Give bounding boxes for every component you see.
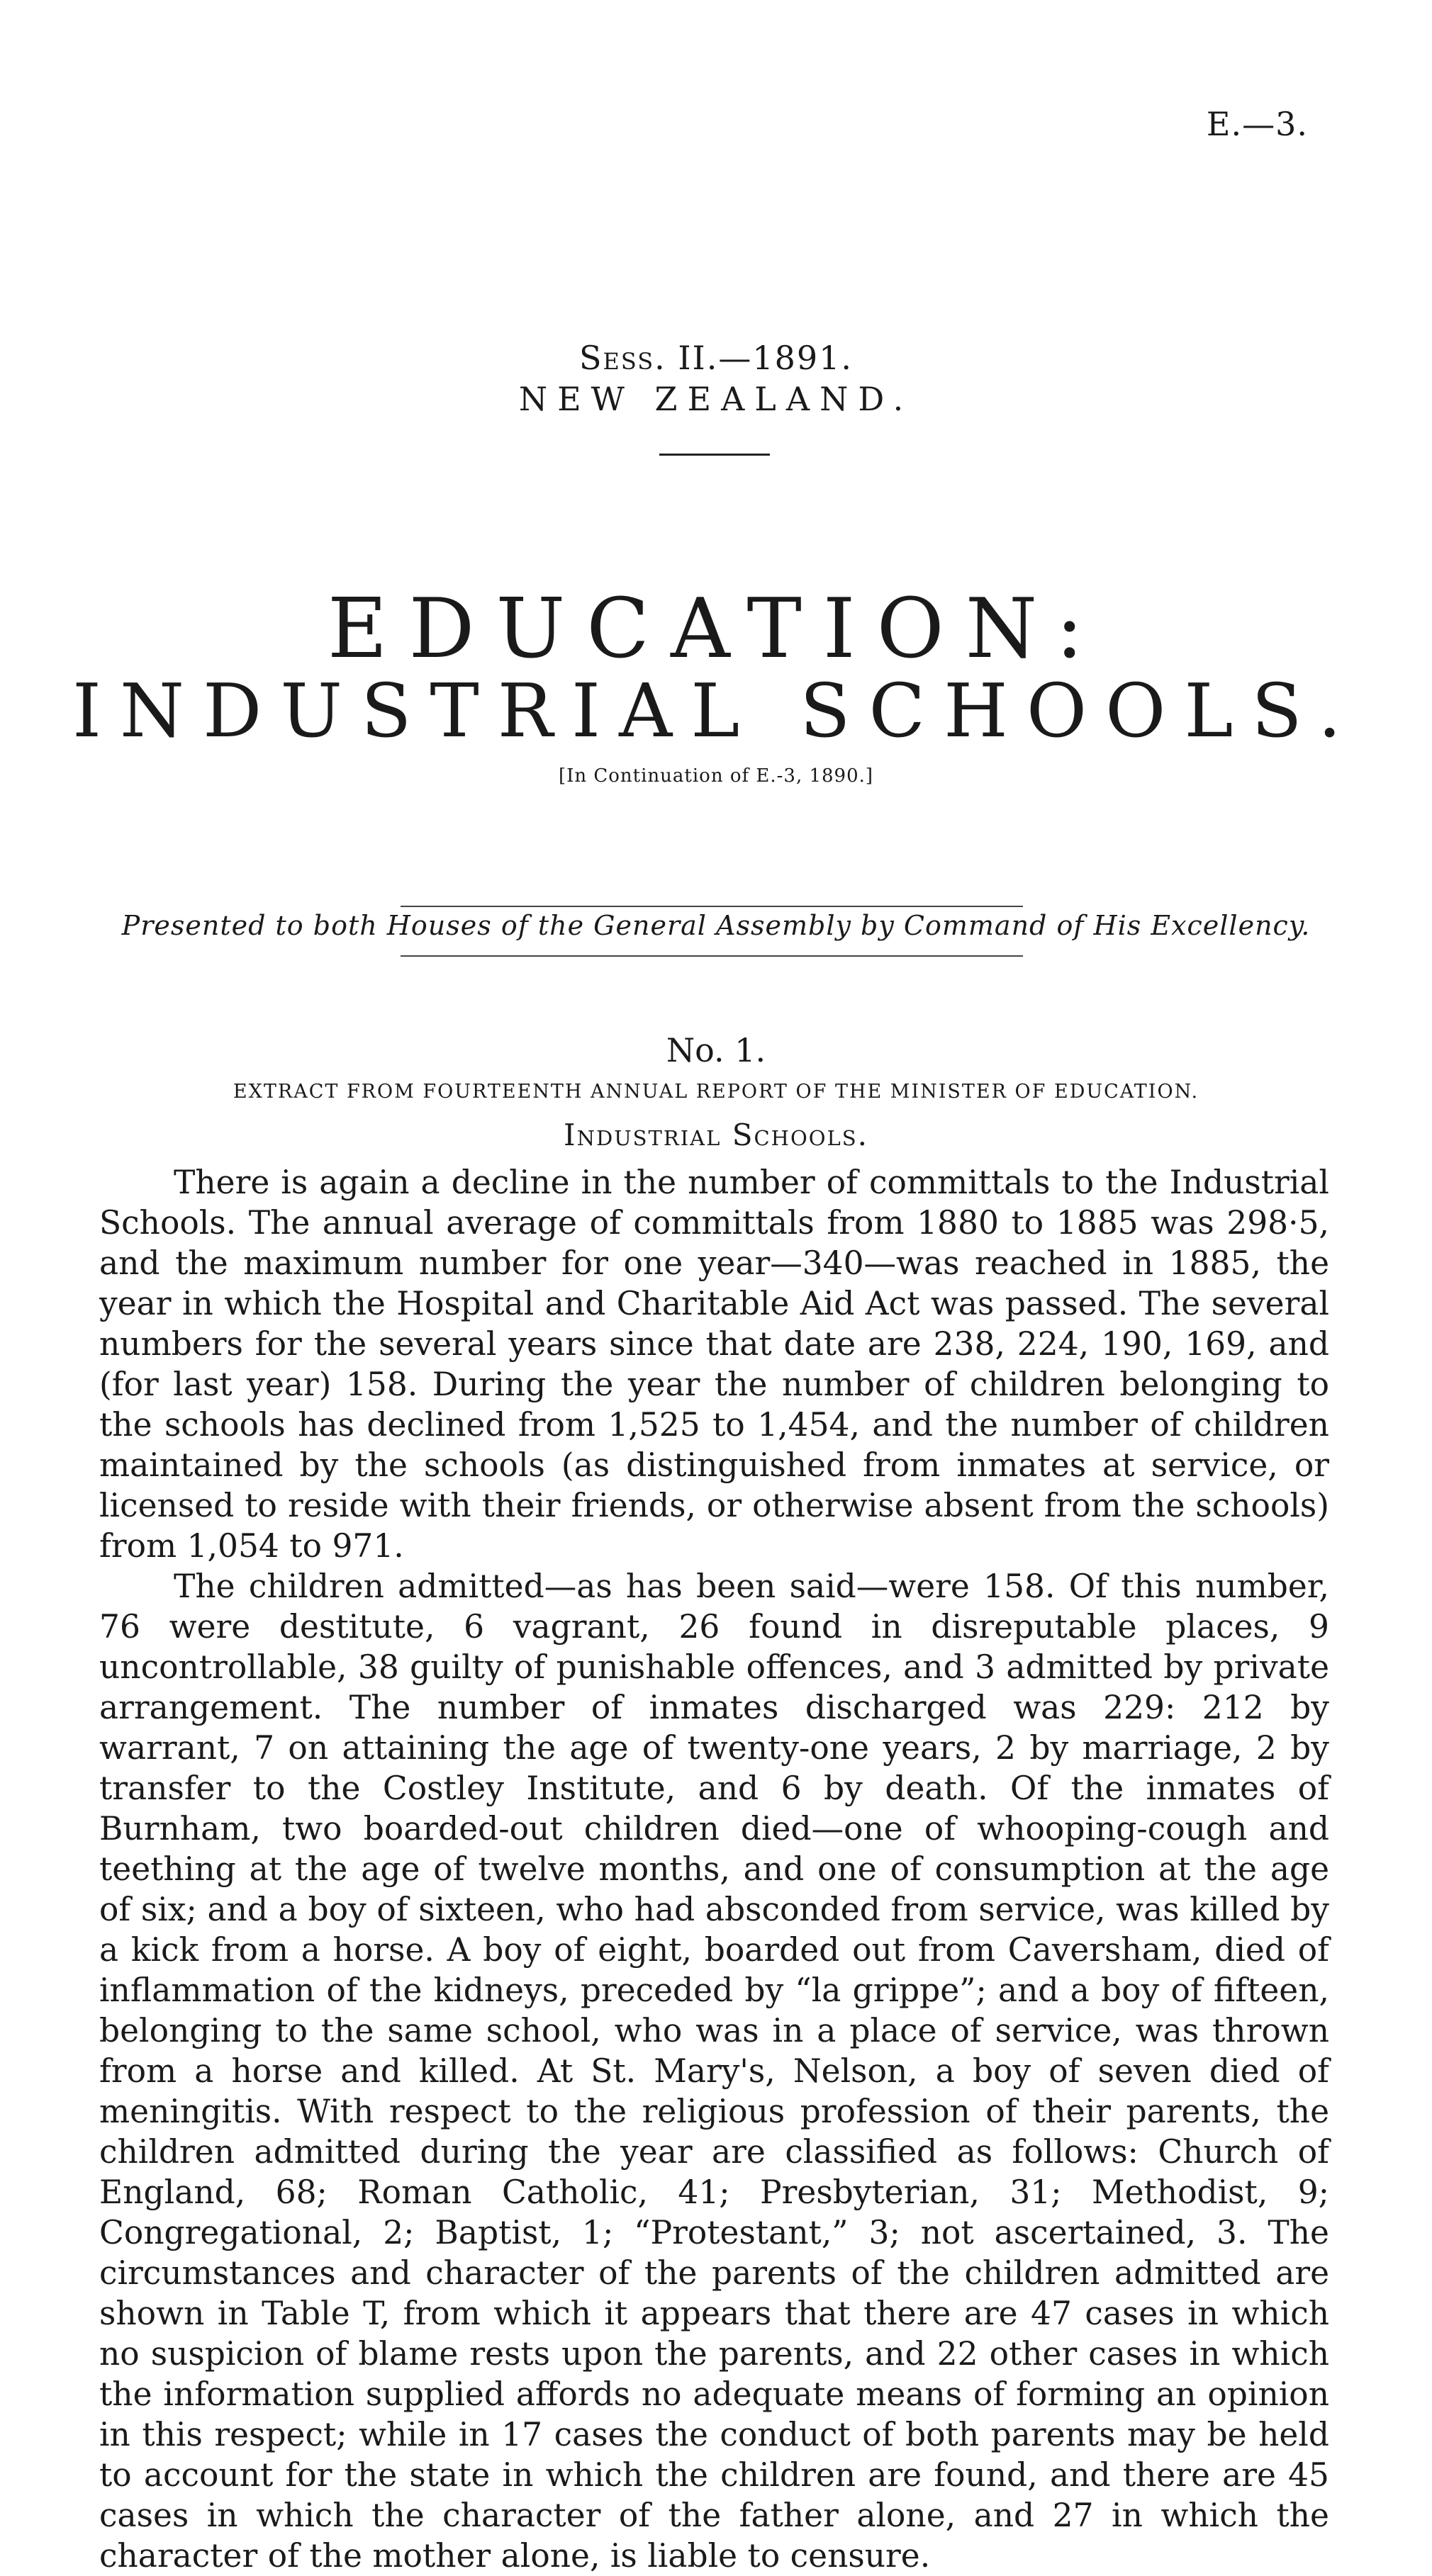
divider-bottom xyxy=(401,955,1023,957)
page-reference: E.—3. xyxy=(1206,105,1308,143)
divider-top xyxy=(401,906,1023,907)
continuation-note: [In Continuation of E.-3, 1890.] xyxy=(558,765,874,787)
paragraph-1: There is again a decline in the number of committals to the Industrial Schools. The annual average of committals from 1880 to 1885 was 298·5, and the maximum number for one year—340—was reached in 1885, the year in which the Hospital and Charitable Aid Act was passed. The several numbers for the several years since that date are 238, 224, 190, 169, and (for last year) 158. During the year the number of children belonging to the schools has declined from 1,525 to 1,454, and the number of children maintained by the schools (as distinguished from inmates at service, or licensed to reside with their friends, or otherwise absent from the schools) from 1,054 to 971. xyxy=(99,1164,1329,1565)
paragraph-2: The children admitted—as has been said—were 158. Of this number, 76 were destitute, 6 vagrant, 26 found in disreputable places, 9 uncontrollable, 38 guilty of punishable offences, and 3 admitted by private arrangement. The number of inmates discharged was 229: 212 by warrant, 7 on attaining the age of twenty-one years, 2 by marriage, 2 by transfer to the Costley Institute, and 6 by death. Of the inmates of Burnham, two boarded-out children died—one of whooping-cough and teething at the age of twelve months, and one of consumption at the age of six; and a boy of sixteen, who had absconded from service, was killed by a kick from a horse. A boy of eight, boarded out from Caversham, died of inflammation of the kidneys, preceded by “la grippe”; and a boy of fifteen, belonging to the same school, who was in a place of service, was thrown from a horse and killed. At St. Mary's, Nelson, a boy of seven died of meningitis. With respect to the religious profession of their parents, the children admitted during the year are classified as follows: Church of England, 68; Roman Catholic, 41; Presbyterian, 31; Methodist, 9; Congregational, 2; Baptist, 1; “Protestant,” 3; not ascertained, 3. The circumstances and character of the parents of the children admitted are shown in Table T, from which it appears that there are 47 cases in which no suspicion of blame rests upon the parents, and 22 other cases in which the information supplied affords no adequate means of forming an opinion in this respect; while in 17 cases the conduct of both parents may be held to account for the state in which the children are found, and there are 45 cases in which the character of the father alone, and 27 in which the character of the mother alone, is liable to censure. xyxy=(99,1568,1329,2575)
body-text xyxy=(99,1162,1329,2576)
session-label-text: Sess. II.—1891. xyxy=(578,339,854,377)
country-heading: NEW ZEALAND. xyxy=(518,380,914,418)
presented-statement: Presented to both Houses of the General Assembly by Command of His Excellency. xyxy=(121,910,1311,941)
session-label xyxy=(0,339,1432,377)
divider xyxy=(659,454,770,456)
section-heading: Industrial Schools. xyxy=(564,1118,868,1152)
document-subtitle: INDUSTRIAL SCHOOLS. xyxy=(72,668,1360,754)
extract-heading: EXTRACT FROM FOURTEENTH ANNUAL REPORT OF THE MINISTER OF EDUCATION. xyxy=(233,1081,1199,1103)
document-number: No. 1. xyxy=(666,1031,766,1069)
document-title: EDUCATION: xyxy=(327,581,1105,677)
